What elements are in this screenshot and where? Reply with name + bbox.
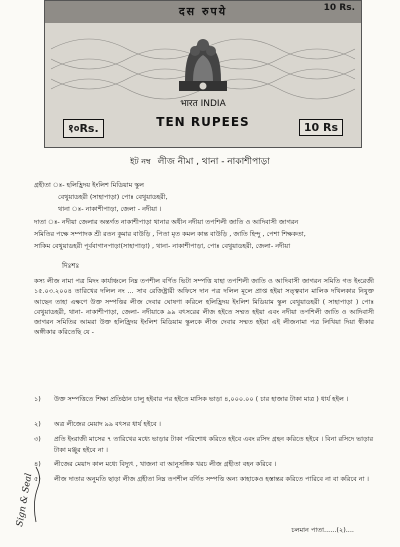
stamp-left-value: १०Rs. (63, 119, 104, 138)
clause-text: উক্ত সম্পত্তিতে শিক্ষা প্রতিষ্ঠান চালু হইবার পর হইতে মাসিক ভাড়া ৪,০০০.০০ ( চার হাজার টাকা মাত্র ) ধার্য হইল । (54, 395, 349, 403)
grantee-line-2: বেথুয়াডহরী (সাহাপাড়া) পোঃ বেথুয়াডহরী, (58, 193, 168, 201)
grantor-line-3: সাকিম বেথুয়াডহরী পূর্ববাগানপাড়া(সাহাপাড়া) , থানা- নাকাশীপাড়া, পোঃ বেথুয়াডহরী, জেলা- নদীয়া (34, 242, 291, 250)
stamp-country-text: भारत INDIA (180, 99, 226, 109)
grantor-line-1: দাতা ঃ- নদীয়া জেলার অন্তর্গত নাকাশীপাড়া থানার অধীন নদীয়া তপশিলী জাতি ও আদিবাসী জাগরন (34, 218, 299, 226)
clause-number: ৫) (34, 475, 41, 483)
clause-text: লীজ দাতার অনুমতি ছাড়া লীজ গ্রহীতা নিম্ন তপশীল বর্ণিত সম্পত্তি অন্য কাহাকেও হস্তান্তর করিতে পারিবে না বা করিবে না । (54, 475, 369, 483)
signature-text: Sign & Seal (15, 472, 35, 528)
stamp-right-value: 10 Rs (299, 119, 343, 136)
stamp-denomination: TEN RUPEES (156, 115, 250, 129)
ashoka-emblem-icon (171, 33, 235, 95)
stamp-top-text: दस रुपये (178, 5, 228, 18)
title-mark: ইট নম্ব (130, 157, 151, 166)
handwritten-signature (12, 452, 46, 532)
clause-4 (34, 459, 374, 471)
clause-2 (34, 419, 374, 431)
grantor-line-2: সমিতির পক্ষে সম্পাদক শ্রী রতন কুমার বাউড়ি , পিতা মৃত কমল কান্ত বাউড়ি , জাতি হিন্দু , পেশা শিক্ষকতা, (34, 230, 306, 238)
grantee-line-3: থানা ঃ- নাকাশীপাড়া, জেলা - নদীয়া । (58, 205, 162, 213)
stamp-corner-value: 10 Rs. (323, 3, 355, 13)
clause-text: অত্র লীজের মেয়াদ ৯৯ বৎসর ধার্য হইবে । (54, 420, 161, 428)
lease-paragraph: কস্য লীজ নামা পত্র মিদং কার্যাঞ্চলে নিম্ন তপশীল বর্ণিত ভিটা সম্পত্তি যাহা তপশিলী জাতি ও আদিবাসী জাগরন সমিতি গত ইংরেজী ১৫.০৩.২০০৪ তারিখের দলিল নং ... সাব রেজিষ্ট্রারী অফিসে দান পত্র দলিল মূলে প্রাপ্ত হইয়া সত্ত্ববান মালিক দখিলকার নিযুক্ত আছেন তাহা এক্ষণে উক্ত সম্পত্তির লীজ দেবার ঘোষণা করিলে হলিহ্রিদয় ইংলিশ মিডিয়াম স্কুল বেথুয়াডহরী ( সাহাপাড়া ) পোঃ বেথুয়াডহরী, থানা- নাকাশীপাড়া, জেলা- নদীয়াকে ৯৯ বৎসরের লীজ হইতে সম্মত হইয়া এবং নদীয়া তপশিলী জাতি ও আদিবাসী জাগরন সমিতির আমরা উক্ত হলিহ্রিদয় ইংলিশ মিডিয়াম স্কুলকে লীজ দেবার সম্মত হইয়া এই লীজনামা পত্র লিখিয়া দিয়া স্বীকার অঙ্গীকার করিতেছি যে - (34, 277, 374, 337)
clause-5 (34, 474, 374, 496)
clause-text: প্রতি ইংরাজী মাসের ৭ তারিখের মধ্যে ভাড়ার টাকা পরিশোধ করিতে হইবে এবং রসিদ গ্রহন করিতে হইবে । বিনা রসিদে ভাড়ার টাকা মঞ্জুর হইবে না । (54, 435, 374, 454)
document-title (0, 154, 400, 169)
grantee-line-1: গ্রহীতা ঃ- হলিহ্রিদয় ইংলিশ মিডিয়াম স্কুল (34, 181, 144, 189)
ten-rupee-stamp-paper (44, 0, 362, 148)
clause-number: ৩) (34, 435, 41, 443)
paragraph-mark: দিঃশঃ (62, 262, 80, 270)
clause-3 (34, 434, 374, 456)
clause-number: ১) (34, 395, 41, 403)
title-text: লীজ নীমা , থানা - নাকাশীপাড়া (157, 157, 270, 167)
clause-number: ২) (34, 420, 41, 428)
continued-page-note: চলমান পাতা......(২).... (291, 526, 354, 534)
clause-text: লীজের মেয়াদ কাল মধ্যে বিদ্যুৎ , খাজনা বা আনুসঙ্গিক খরচ লীজ গ্রহীতা বহন করিবে । (54, 460, 277, 468)
clause-number: ৪) (34, 460, 41, 468)
clause-1 (34, 394, 374, 416)
